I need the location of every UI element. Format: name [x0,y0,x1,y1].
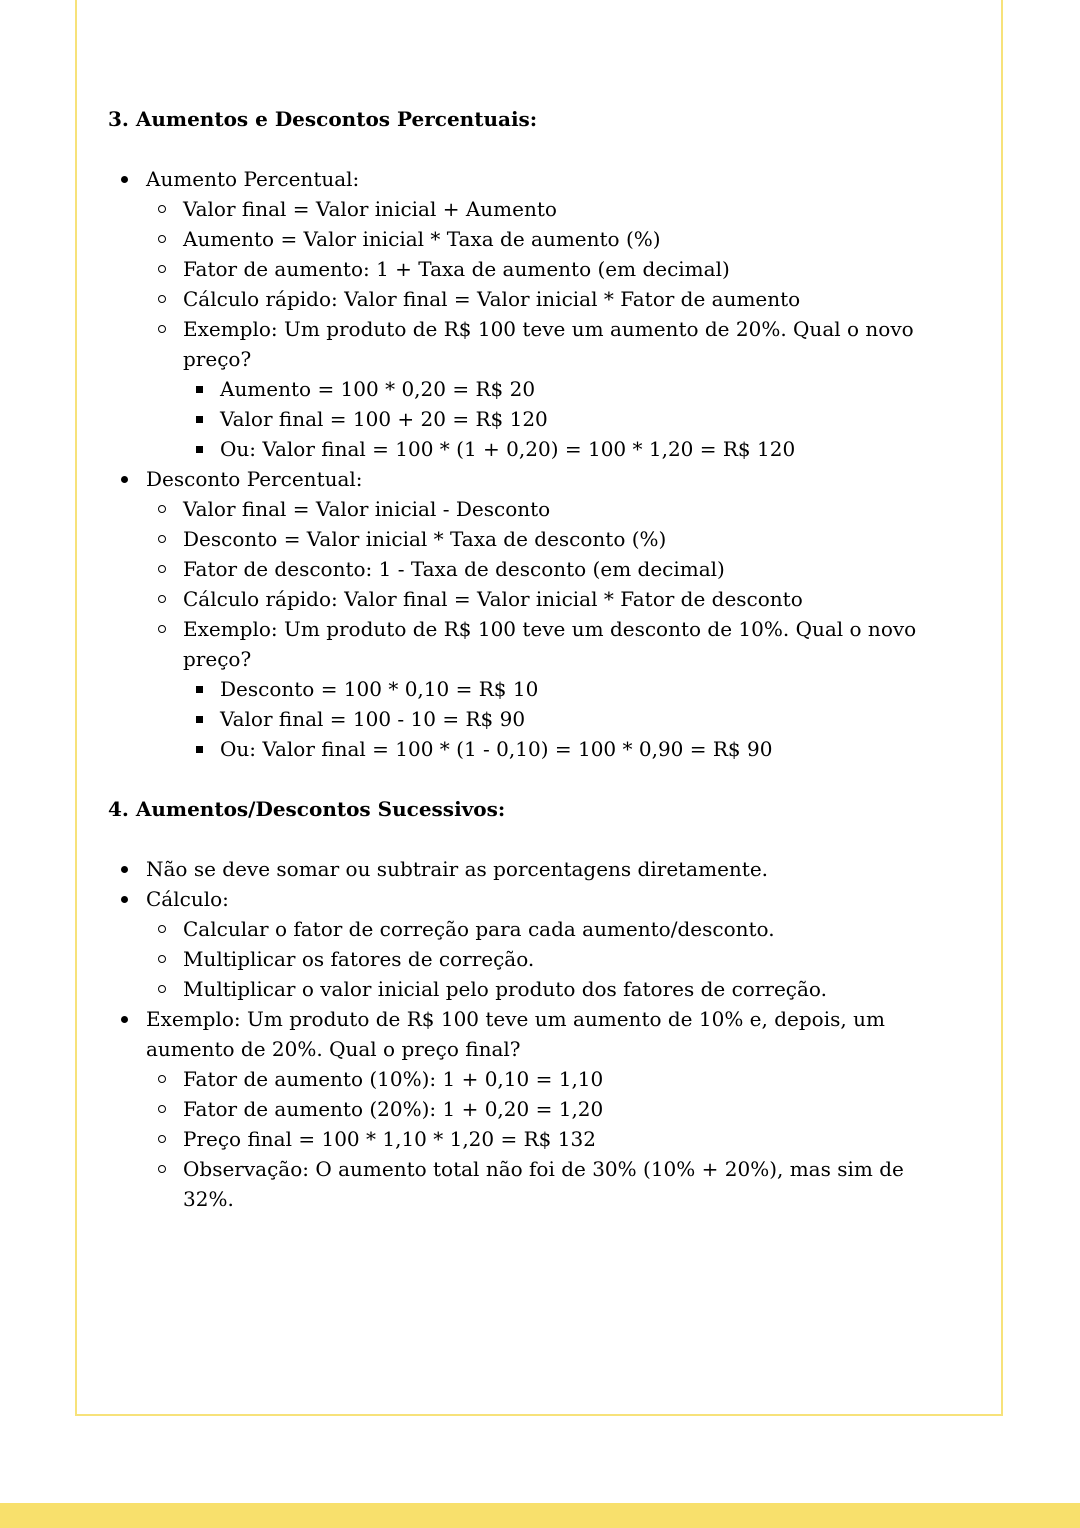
section-4-heading: 4. Aumentos/Descontos Sucessivos: [108,797,506,821]
list-item: Desconto = 100 * 0,10 = R$ 10 [183,674,948,704]
list-item: Calcular o fator de correção para cada aumento/desconto. [146,914,948,944]
list-item: Fator de aumento: 1 + Taxa de aumento (em decimal) [146,254,948,284]
list-item: Multiplicar os fatores de correção. [146,944,948,974]
list-item: Observação: O aumento total não foi de 30% (10% + 20%), mas sim de 32%. [146,1154,948,1214]
desconto-example-steps [183,674,948,764]
list-item-label: Exemplo: Um produto de R$ 100 teve um aumento de 20%. Qual o novo preço? [183,317,914,371]
spacer [108,824,948,854]
list-item-label: Desconto Percentual: [146,467,363,491]
list-item: Valor final = 100 - 10 = R$ 90 [183,704,948,734]
list-item-aumento-percentual [108,164,948,464]
list-item: Fator de aumento (10%): 1 + 0,10 = 1,10 [146,1064,948,1094]
list-item-aumento-example [146,314,948,464]
list-item: Aumento = 100 * 0,20 = R$ 20 [183,374,948,404]
list-item: Valor final = Valor inicial - Desconto [146,494,948,524]
list-item-label: Cálculo: [146,887,229,911]
section-3-list [108,164,948,764]
list-item-label: Aumento Percentual: [146,167,360,191]
list-item-desconto-example [146,614,948,764]
list-item: Aumento = Valor inicial * Taxa de aumento (%) [146,224,948,254]
document-content [108,104,948,1214]
aumento-example-steps [183,374,948,464]
list-item: Ou: Valor final = 100 * (1 + 0,20) = 100 * 1,20 = R$ 120 [183,434,948,464]
list-item: Valor final = 100 + 20 = R$ 120 [183,404,948,434]
list-item-desconto-percentual [108,464,948,764]
list-item-label: Exemplo: Um produto de R$ 100 teve um desconto de 10%. Qual o novo preço? [183,617,917,671]
list-item: Desconto = Valor inicial * Taxa de desconto (%) [146,524,948,554]
list-item-note: Não se deve somar ou subtrair as porcentagens diretamente. [108,854,948,884]
list-item: Cálculo rápido: Valor final = Valor inicial * Fator de desconto [146,584,948,614]
list-item: Multiplicar o valor inicial pelo produto dos fatores de correção. [146,974,948,1004]
desconto-sublist [146,494,948,764]
exemplo-sublist [146,1064,948,1214]
list-item: Valor final = Valor inicial + Aumento [146,194,948,224]
spacer [108,764,948,794]
list-item: Cálculo rápido: Valor final = Valor inicial * Fator de aumento [146,284,948,314]
list-item-calculo [108,884,948,1004]
aumento-sublist [146,194,948,464]
list-item-label: Exemplo: Um produto de R$ 100 teve um aumento de 10% e, depois, um aumento de 20%. Qual o preço final? [146,1007,885,1061]
spacer [108,134,948,164]
list-item: Ou: Valor final = 100 * (1 - 0,10) = 100 * 0,90 = R$ 90 [183,734,948,764]
section-3-heading: 3. Aumentos e Descontos Percentuais: [108,107,538,131]
list-item: Fator de desconto: 1 - Taxa de desconto (em decimal) [146,554,948,584]
list-item: Preço final = 100 * 1,10 * 1,20 = R$ 132 [146,1124,948,1154]
section-4-list [108,854,948,1214]
list-item: Fator de aumento (20%): 1 + 0,20 = 1,20 [146,1094,948,1124]
calculo-sublist [146,914,948,1004]
list-item-exemplo [108,1004,948,1214]
bottom-accent-bar [0,1503,1080,1528]
